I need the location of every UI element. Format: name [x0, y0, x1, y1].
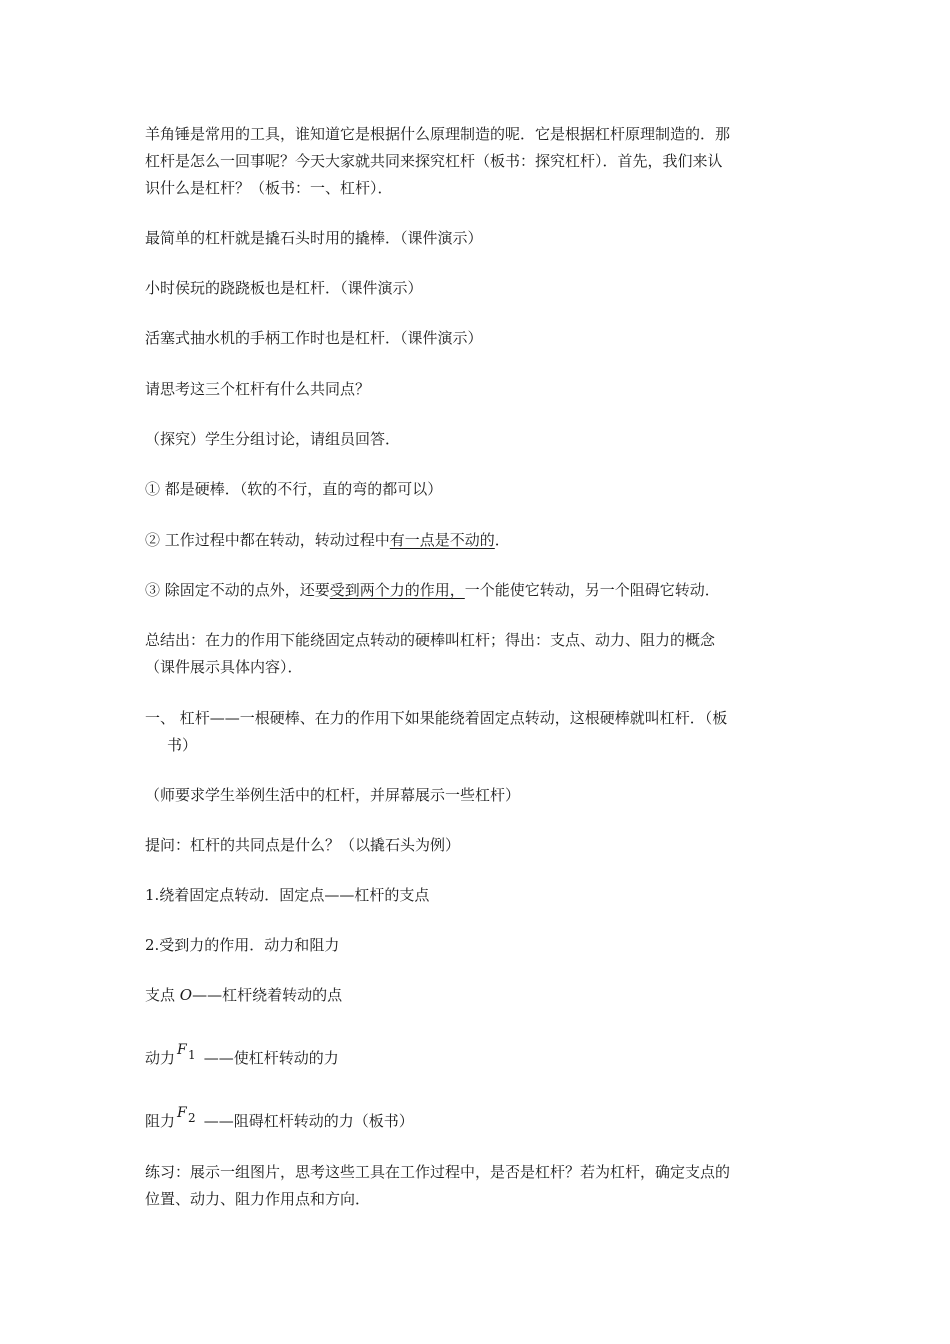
exercise-line-2: 位置、动力、阻力作用点和方向．: [145, 1190, 371, 1208]
resistance-desc: ——阻碍杠杆转动的力（板书）: [199, 1112, 414, 1130]
intro-line-3: 识什么是杠杆？（板书：一、杠杆）．: [145, 179, 393, 197]
feature-item-3-underlined: 受到两个力的作用，: [329, 581, 465, 599]
resistance-label: 阻力: [145, 1112, 176, 1130]
fulcrum-definition: [145, 983, 342, 1007]
feature-item-2-underlined: 有一点是不动的: [389, 531, 495, 549]
fulcrum-label: 支点: [145, 986, 180, 1004]
definition-line-2: 书）: [167, 736, 198, 754]
pump-paragraph: 活塞式抽水机的手柄工作时也是杠杆．（课件演示）: [145, 329, 483, 347]
discussion-paragraph: （探究）学生分组讨论，请组员回答．: [145, 430, 401, 448]
summary-line-2: （课件展示具体内容）．: [145, 658, 303, 676]
question-paragraph: 请思考这三个杠杆有什么共同点？: [145, 380, 371, 398]
feature-item-3-end: 一个能使它转动，另一个阻碍它转动．: [464, 581, 720, 599]
feature-item-3: [145, 578, 720, 602]
feature-item-2: [145, 528, 510, 552]
resistance-definition: [145, 1105, 414, 1133]
effort-symbol: F 1: [177, 1042, 196, 1062]
fulcrum-symbol: O: [179, 986, 193, 1004]
common-point-2: 2.受到力的作用．动力和阻力: [145, 936, 340, 954]
feature-item-3-text: ③ 除固定不动的点外，还要: [145, 581, 330, 599]
intro-line-2: 杠杆是怎么一回事呢？今天大家就共同来探究杠杆（板书：探究杠杆）．首先，我们来认: [145, 152, 723, 170]
teacher-paragraph: （师要求学生举例生活中的杠杆，并屏幕展示一些杠杆）: [145, 786, 521, 804]
crowbar-paragraph: 最简单的杠杆就是撬石头时用的撬棒．（课件演示）: [145, 229, 483, 247]
feature-item-2-end: ．: [494, 531, 510, 549]
feature-item-2-text: ② 工作过程中都在转动，转动过程中: [145, 531, 390, 549]
common-point-1: 1.绕着固定点转动．固定点——杠杆的支点: [145, 886, 430, 904]
exercise-line-1: 练习：展示一组图片，思考这些工具在工作过程中，是否是杠杆？若为杠杆，确定支点的: [145, 1163, 731, 1181]
effort-label: 动力: [145, 1049, 176, 1067]
summary-line-1: 总结出：在力的作用下能绕固定点转动的硬棒叫杠杆；得出：支点、动力、阻力的概念: [145, 631, 716, 649]
effort-desc: ——使杠杆转动的力: [199, 1049, 339, 1067]
feature-item-1: ① 都是硬棒．（软的不行，直的弯的都可以）: [145, 480, 443, 498]
definition-line-1: 一、 杠杆——一根硬棒、在力的作用下如果能绕着固定点转动，这根硬棒就叫杠杆．（板: [145, 709, 728, 727]
effort-definition: [145, 1042, 339, 1070]
seesaw-paragraph: 小时侯玩的跷跷板也是杠杆．（课件演示）: [145, 279, 423, 297]
resistance-symbol: F 2: [177, 1105, 196, 1125]
ask-paragraph: 提问：杠杆的共同点是什么？（以撬石头为例）: [145, 836, 461, 854]
intro-line-1: 羊角锤是常用的工具，谁知道它是根据什么原理制造的呢．它是根据杠杆原理制造的．那: [145, 125, 731, 143]
fulcrum-desc: ——杠杆绕着转动的点: [192, 986, 343, 1004]
